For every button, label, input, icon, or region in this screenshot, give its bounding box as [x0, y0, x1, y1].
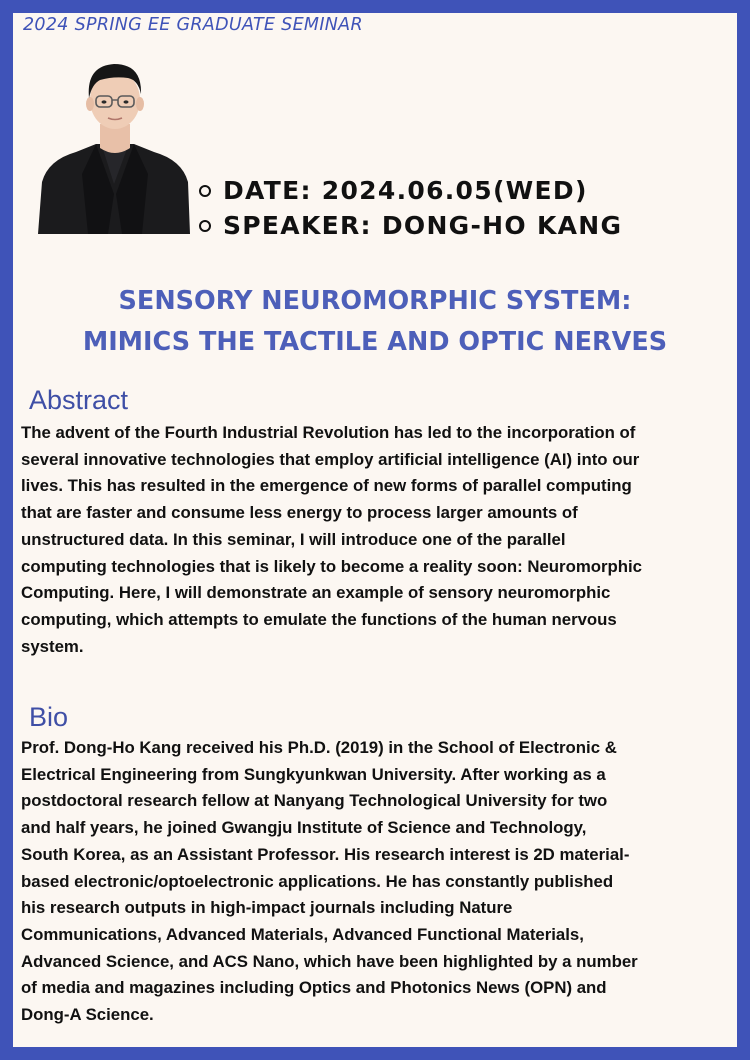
abstract-text	[21, 420, 735, 660]
bio-line: Communications, Advanced Materials, Advanced Functional Materials,	[21, 924, 584, 944]
seminar-title	[13, 281, 737, 363]
circle-bullet-icon	[199, 185, 211, 197]
title-line: MIMICS THE TACTILE AND OPTIC NERVES	[82, 327, 668, 357]
abstract-line: The advent of the Fourth Industrial Revolution has led to the incorporation of	[21, 423, 636, 442]
bio-heading: Bio	[29, 702, 69, 732]
abstract-line: several innovative technologies that employ artificial intelligence (AI) into our	[21, 449, 640, 469]
bio-line: Advanced Science, and ACS Nano, which have been highlighted by a number	[21, 951, 638, 971]
event-date: DATE: 2024.06.05(WED)	[223, 176, 588, 205]
abstract-line: lives. This has resulted in the emergence of new forms of parallel computing	[21, 476, 632, 496]
seminar-poster	[13, 13, 737, 1047]
event-speaker: SPEAKER: DONG-HO KANG	[223, 211, 623, 240]
abstract-line: computing technologies that is likely to become a reality soon: Neuromorphic	[21, 556, 643, 576]
title-line: SENSORY NEUROMORPHIC SYSTEM:	[118, 286, 632, 316]
bio-line: South Korea, as an Assistant Professor. His research interest is 2D material-	[21, 844, 630, 864]
abstract-heading: Abstract	[29, 385, 129, 415]
abstract-line: system.	[21, 636, 84, 656]
bio-line: and half years, he joined Gwangju Institute of Science and Technology,	[21, 818, 587, 838]
seminar-series-label: 2024 SPRING EE GRADUATE SEMINAR	[23, 15, 363, 35]
bio-text	[21, 735, 735, 1029]
bio-line: Electrical Engineering from Sungkyunkwan University. After working as a	[21, 764, 606, 784]
bio-line: Dong-A Science.	[21, 1005, 154, 1025]
bio-line: based electronic/optoelectronic applications. He has constantly published	[21, 871, 614, 891]
bio-line: Prof. Dong-Ho Kang received his Ph.D. (2019) in the School of Electronic &	[21, 738, 617, 757]
abstract-line: unstructured data. In this seminar, I will introduce one of the parallel	[21, 529, 566, 549]
date-row	[199, 173, 729, 208]
bio-line: postdoctoral research fellow at Nanyang Technological University for two	[21, 791, 608, 811]
abstract-line: that are faster and consume less energy to process larger amounts of	[21, 503, 578, 523]
speaker-row	[199, 208, 729, 243]
circle-bullet-icon	[199, 220, 211, 232]
abstract-line: computing, which attempts to emulate the functions of the human nervous	[21, 609, 617, 629]
bio-line: his research outputs in high-impact journals including Nature	[21, 898, 513, 918]
event-meta	[199, 173, 729, 243]
bio-line: of media and magazines including Optics and Photonics News (OPN) and	[21, 978, 607, 998]
abstract-line: Computing. Here, I will demonstrate an example of sensory neuromorphic	[21, 583, 611, 603]
speaker-photo	[38, 54, 190, 234]
